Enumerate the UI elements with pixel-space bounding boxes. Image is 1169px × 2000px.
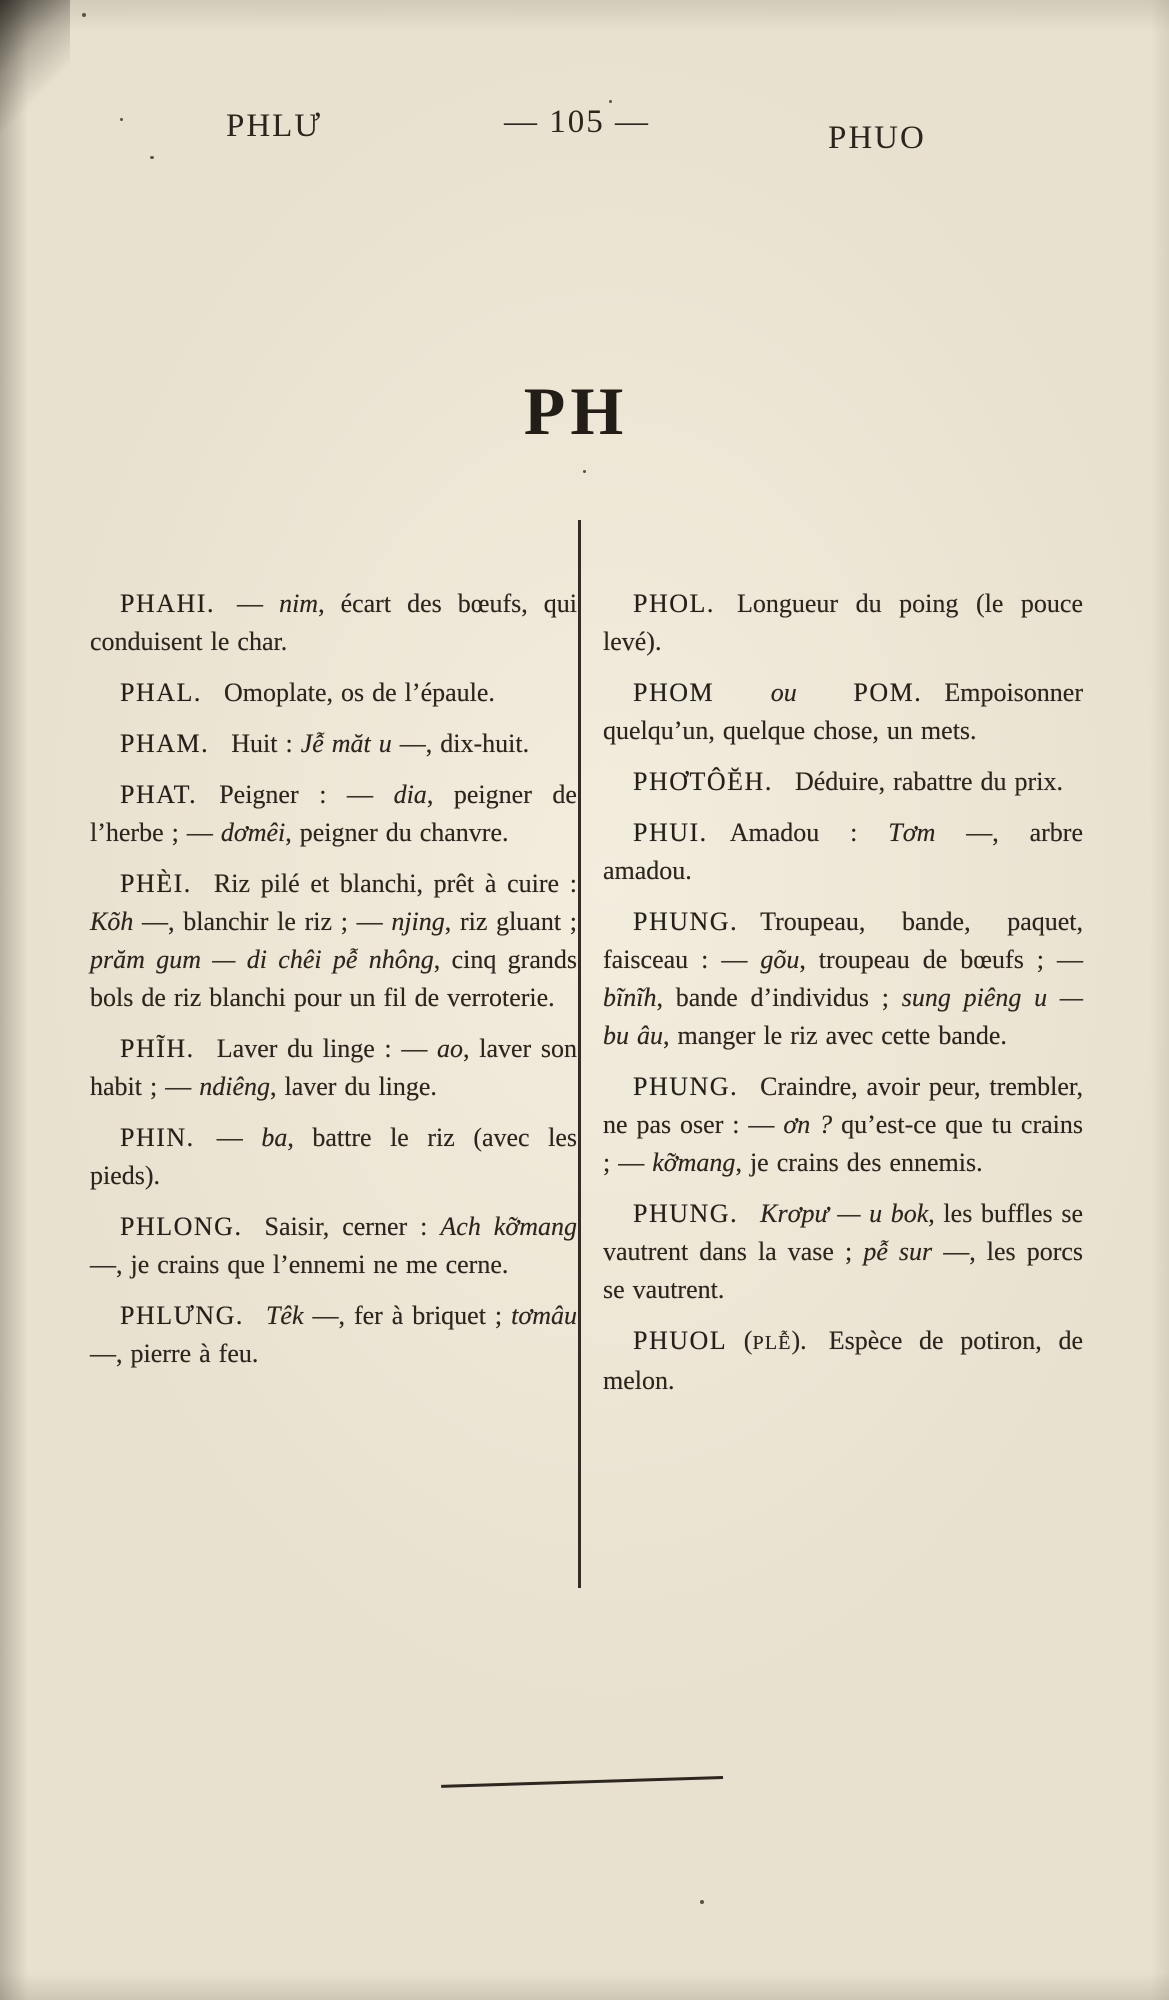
text-run: Empoisonner quelqu’un, quelque chose, un mets. xyxy=(603,678,1083,745)
italic-run: Krơpư — u bok xyxy=(760,1199,929,1228)
text-run: Amadou : xyxy=(729,818,889,847)
dictionary-entry xyxy=(90,1030,577,1106)
text-run: , peigner de l’herbe ; — xyxy=(90,780,577,847)
text-run: , peigner du chanvre. xyxy=(285,818,509,847)
italic-run: kỡmang xyxy=(652,1148,736,1177)
dictionary-entry xyxy=(603,1068,1083,1182)
text-run: ( xyxy=(727,1326,753,1355)
text-run: ). xyxy=(791,1326,807,1355)
dictionary-entry xyxy=(603,903,1083,1055)
headword: PHAHI. xyxy=(120,589,215,618)
text-run: Craindre, avoir peur, trembler, ne pas oser : — xyxy=(603,1072,1083,1139)
running-head-right: PHUO xyxy=(828,120,926,156)
text-run: , cinq grands bols de riz blanchi pour un fil de verroterie. xyxy=(90,945,577,1012)
footer-rule xyxy=(441,1776,723,1787)
ink-speck xyxy=(609,100,612,103)
headword: PHĨH. xyxy=(120,1034,195,1063)
ink-speck xyxy=(700,1900,704,1904)
text-run: , laver du linge. xyxy=(269,1072,437,1101)
ink-speck xyxy=(150,156,154,159)
text-run: qu’est-ce que tu crains ; — xyxy=(603,1110,1083,1177)
italic-run: dơmêi xyxy=(220,818,286,847)
dictionary-entry xyxy=(603,674,1083,750)
dictionary-entry xyxy=(603,1195,1083,1309)
text-run: — xyxy=(237,589,280,618)
text-run: —, les porcs se vautrent. xyxy=(603,1237,1084,1304)
ink-speck xyxy=(82,13,86,17)
text-run: , riz gluant ; xyxy=(444,907,577,936)
italic-run: pễ sur xyxy=(863,1237,933,1266)
italic-run: bĩnĩh xyxy=(603,983,657,1012)
headword: PHUNG. xyxy=(633,1072,739,1101)
headword: PHLONG. xyxy=(120,1212,243,1241)
dictionary-entry xyxy=(90,1297,577,1373)
headword: PHOL. xyxy=(633,589,715,618)
dictionary-entry xyxy=(603,585,1083,661)
italic-run: njing xyxy=(391,907,445,936)
headword: PHÈI. xyxy=(120,869,192,898)
text-run: —, dix-huit. xyxy=(391,729,530,758)
text-run: , bande d’individus ; xyxy=(656,983,902,1012)
dictionary-entry xyxy=(603,1322,1083,1400)
dictionary-entry xyxy=(90,776,577,852)
headword: PHOM xyxy=(633,678,715,707)
italic-run: nim xyxy=(279,589,319,618)
column-divider-rule xyxy=(578,520,581,1588)
italic-run: Têk xyxy=(265,1301,304,1330)
text-run: , battre le riz (avec les pieds). xyxy=(90,1123,578,1190)
text-run: , manger le riz avec cette bande. xyxy=(663,1021,1007,1050)
italic-run: Tơm xyxy=(888,818,936,847)
italic-run: tơmâu xyxy=(511,1301,577,1330)
italic-run: ao xyxy=(437,1034,464,1063)
headword: PHLƯNG. xyxy=(120,1301,244,1330)
page-number: — 105 — xyxy=(504,104,650,140)
italic-run: Ach kỡmang xyxy=(440,1212,578,1241)
running-head-left: PHLƯ xyxy=(226,108,322,144)
text-run: Omoplate, os de l’épaule. xyxy=(224,678,495,707)
dictionary-entry xyxy=(603,814,1083,890)
small-caps-run: PLỄ xyxy=(752,1332,792,1354)
headword: PHUI. xyxy=(633,818,708,847)
text-run: —, je crains que l’ennemi ne me cerne. xyxy=(90,1250,509,1279)
column-left xyxy=(90,585,577,1386)
italic-run: ba xyxy=(261,1123,288,1152)
text-run: —, blanchir le riz ; — xyxy=(133,907,392,936)
text-run: , écart des bœufs, qui conduisent le char. xyxy=(90,589,578,656)
text-run: —, pierre à feu. xyxy=(90,1339,259,1368)
italic-run: sung piêng u — bu âu xyxy=(603,983,1083,1050)
text-run: Troupeau, bande, paquet, faisceau : — xyxy=(603,907,1083,974)
italic-run: dia xyxy=(393,780,427,809)
dictionary-entry xyxy=(90,1119,577,1195)
italic-run: ou xyxy=(770,678,797,707)
italic-run: Kõh xyxy=(90,907,134,936)
section-title: PH xyxy=(523,373,629,449)
headword: PHAL. xyxy=(120,678,202,707)
dictionary-entry xyxy=(90,1208,577,1284)
dictionary-entry xyxy=(90,725,577,763)
scan-corner-artifact xyxy=(0,0,70,150)
text-run: Laver du linge : — xyxy=(216,1034,438,1063)
italic-run: Jễ măt u xyxy=(300,729,392,758)
dictionary-entry xyxy=(90,865,577,1017)
italic-run: gõu xyxy=(760,945,800,974)
text-run: Peigner : — xyxy=(219,780,394,809)
text-run xyxy=(797,678,854,707)
headword: PHAT. xyxy=(120,780,198,809)
headword: POM. xyxy=(853,678,923,707)
text-run: —, arbre amadou. xyxy=(603,818,1083,885)
text-run: Espèce de potiron, de melon. xyxy=(603,1326,1083,1395)
text-run: Déduire, rabattre du prix. xyxy=(794,767,1063,796)
headword: PHAM. xyxy=(120,729,210,758)
text-run xyxy=(714,678,771,707)
ink-speck xyxy=(120,118,123,121)
ink-speck xyxy=(583,470,586,473)
headword: PHUNG. xyxy=(633,1199,739,1228)
italic-run: ndiêng xyxy=(199,1072,270,1101)
column-right xyxy=(603,585,1083,1413)
text-run: Saisir, cerner : xyxy=(264,1212,441,1241)
headword: PHIN. xyxy=(120,1123,195,1152)
italic-run: prăm gum — di chêi pễ nhông xyxy=(90,945,434,974)
dictionary-entry xyxy=(90,585,577,661)
italic-run: ơn ? xyxy=(783,1110,833,1139)
headword: PHUOL xyxy=(633,1326,728,1355)
text-run: —, fer à briquet ; xyxy=(303,1301,512,1330)
text-run: , je crains des ennemis. xyxy=(735,1148,983,1177)
text-run: , les buffles se vautrent dans la vase ; xyxy=(603,1199,1083,1266)
text-run: Huit : xyxy=(231,729,301,758)
text-run: — xyxy=(216,1123,262,1152)
text-run: , troupeau de bœufs ; — xyxy=(799,945,1083,974)
text-run: , laver son habit ; — xyxy=(90,1034,577,1101)
headword: PHUNG. xyxy=(633,907,739,936)
dictionary-entry xyxy=(603,763,1083,801)
headword: PHƠTÔĔH. xyxy=(633,767,773,796)
text-run: Longueur du poing (le pouce levé). xyxy=(603,589,1083,656)
dictionary-entry xyxy=(90,674,577,712)
text-run: Riz pilé et blanchi, prêt à cuire : xyxy=(213,869,577,898)
